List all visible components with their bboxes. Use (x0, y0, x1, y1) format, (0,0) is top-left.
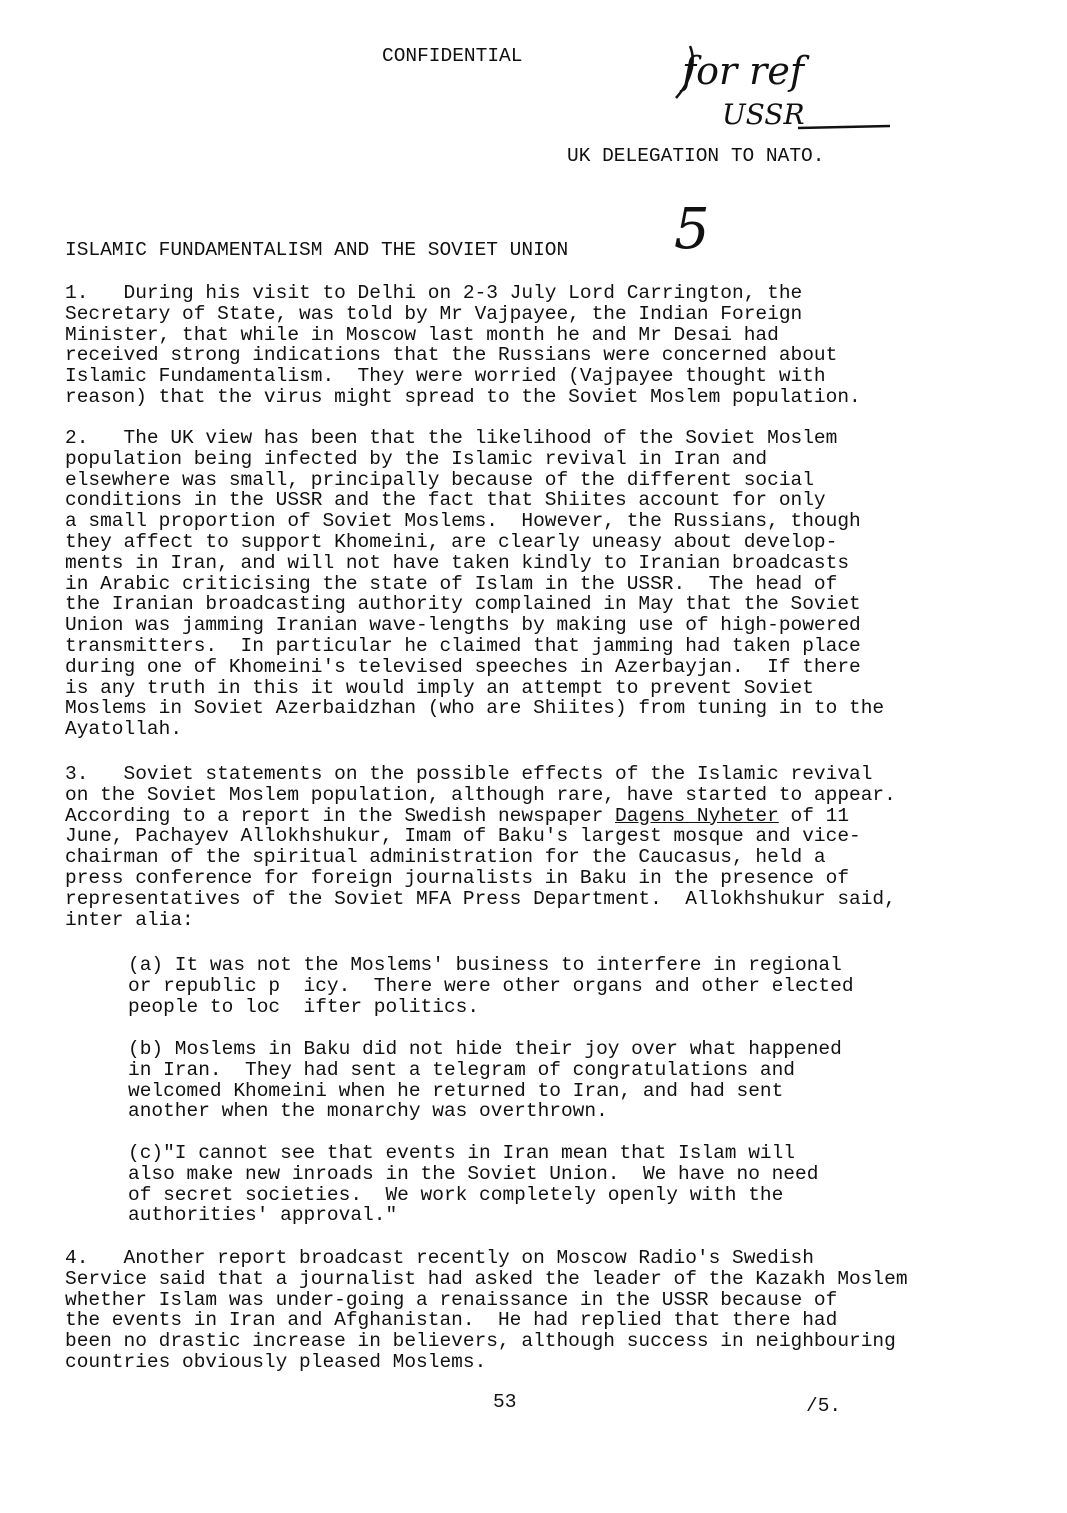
subpoint-c: (c)"I cannot see that events in Iran mean that Islam will also make new inroads in the Soviet Union. We have no need of secret societies. We work completely openly with the authorities' approval." (128, 1142, 819, 1227)
newspaper-name: Dagens Nyheter (615, 804, 779, 827)
svg-text:5: 5 (674, 197, 710, 260)
subpoint-b: (b) Moslems in Baku did not hide their joy over what happened in Iran. They had sent a telegram of congratulations and welcomed Khomeini when he returned to Iran, and had sent another when the monarchy was overthrown. (128, 1038, 842, 1123)
paragraph-1: 1. During his visit to Delhi on 2-3 July Lord Carrington, the Secretary of State, was told by Mr Vajpayee, the Indian Foreign Minister, that while in Moscow last month he and Mr Desai had received strong indications that the Russians were concerned about Islamic Fundamentalism. They were worried (Vajpayee thought with reason) that the virus might spread to the Soviet Moslem population. (65, 282, 861, 408)
continuation-marker: /5. (806, 1395, 842, 1417)
handwritten-annotation (668, 40, 898, 140)
handwritten-number (668, 190, 728, 260)
classification-marking: CONFIDENTIAL (382, 45, 523, 67)
delegation-line: UK DELEGATION TO NATO. (567, 145, 825, 167)
document-title: ISLAMIC FUNDAMENTALISM AND THE SOVIET UNION (65, 239, 569, 261)
page-number: 53 (493, 1391, 517, 1413)
handwritten-note-line-2: USSR (722, 98, 805, 131)
paragraph-3: 3. Soviet statements on the possible effects of the Islamic revival on the Soviet Moslem population, although rare, have started to appear. According to a report in the Swedish newspaper Dagens Nyheter of 11 June, Pachayev Allokhshukur, Imam of Baku's largest mosque and vice- chairman of the spiritual administration for the Caucasus, held a press conference for foreign journalists in Baku in the presence of representatives of the Soviet MFA Press Department. Allokhshukur said, inter alia: (65, 763, 896, 931)
subpoint-a: (a) It was not the Moslems' business to interfere in regional or republic p icy. There were other organs and other elected people to loc ifter politics. (128, 954, 854, 1018)
paragraph-4: 4. Another report broadcast recently on Moscow Radio's Swedish Service said that a journalist had asked the leader of the Kazakh Moslem whether Islam was under-going a renaissance in the USSR because of the events in Iran and Afghanistan. He had replied that there had been no drastic increase in believers, although success in neighbouring countries obviously pleased Moslems. (65, 1247, 908, 1373)
handwritten-underline (798, 126, 890, 128)
paragraph-2: 2. The UK view has been that the likelihood of the Soviet Moslem population being infected by the Islamic revival in Iran and elsewhere was small, principally because of the different social conditions in the USSR and the fact that Shiites account for only a small proportion of Soviet Moslems. However, the Russians, though they affect to support Khomeini, are clearly uneasy about develop- ments in Iran, and will not have taken kindly to Iranian broadcasts in Arabic criticising the state of Islam in the USSR. The head of the Iranian broadcasting authority complained in May that the Soviet Union was jamming Iranian wave-lengths by making use of high-powered transmitters. In particular he claimed that jamming had taken place during one of Khomeini's televised speeches in Azerbayjan. If there is any truth in this it would imply an attempt to prevent Soviet Moslems in Soviet Azerbaidzhan (who are Shiites) from tuning in to the Ayatollah. (65, 427, 885, 741)
handwritten-note-line-1: for ref (682, 49, 804, 93)
